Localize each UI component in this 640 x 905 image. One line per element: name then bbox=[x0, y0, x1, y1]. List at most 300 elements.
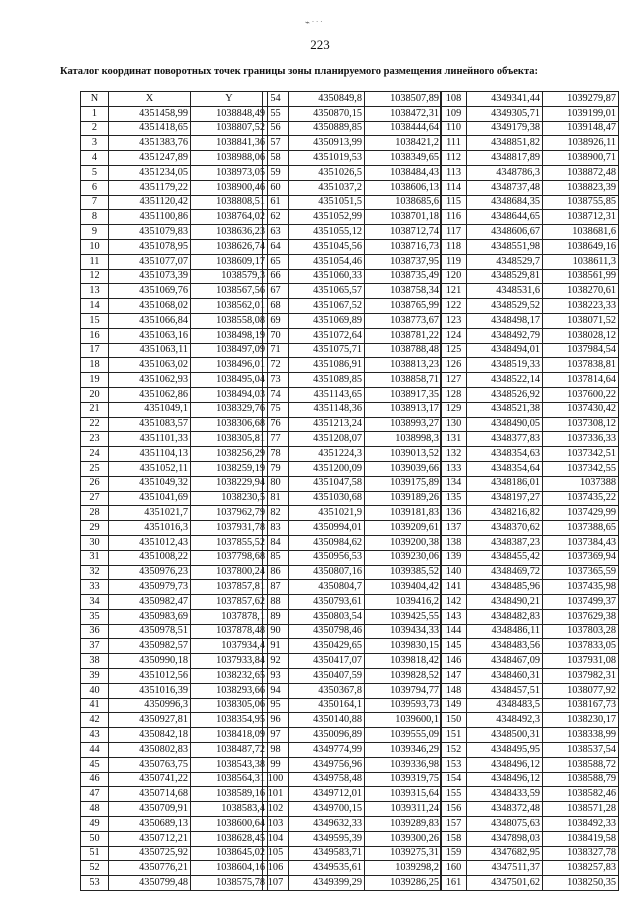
column-header-y: Y bbox=[191, 92, 268, 107]
cell-x: 4351019,53 bbox=[289, 151, 365, 166]
cell-y: 1037931,78 bbox=[191, 521, 268, 536]
cell-y: 1038305,81 bbox=[191, 432, 268, 447]
cell-x: 4348492,79 bbox=[467, 328, 543, 343]
cell-n: 136 bbox=[441, 506, 467, 521]
cell-x: 4351049,1 bbox=[109, 402, 191, 417]
cell-x: 4351062,86 bbox=[109, 387, 191, 402]
table-row bbox=[81, 491, 268, 506]
cell-n: 109 bbox=[441, 106, 467, 121]
cell-x: 4351069,89 bbox=[289, 313, 365, 328]
cell-n: 44 bbox=[81, 743, 109, 758]
cell-x: 4350956,53 bbox=[289, 550, 365, 565]
cell-y: 1038306,68 bbox=[191, 417, 268, 432]
cell-x: 4351060,33 bbox=[289, 269, 365, 284]
cell-n: 148 bbox=[441, 683, 467, 698]
cell-n: 102 bbox=[263, 802, 289, 817]
cell-n: 135 bbox=[441, 491, 467, 506]
cell-y: 1039286,25 bbox=[365, 876, 442, 891]
cell-x: 4349179,38 bbox=[467, 121, 543, 136]
table-row bbox=[263, 402, 442, 417]
cell-n: 65 bbox=[263, 254, 289, 269]
table-row bbox=[441, 269, 619, 284]
table-row bbox=[263, 550, 442, 565]
table-row bbox=[81, 284, 268, 299]
cell-y: 1038507,89 bbox=[365, 92, 442, 107]
cell-y: 1039416,2 bbox=[365, 595, 442, 610]
cell-x: 4351062,93 bbox=[109, 373, 191, 388]
cell-x: 4348387,23 bbox=[467, 535, 543, 550]
cell-x: 4351054,46 bbox=[289, 254, 365, 269]
cell-x: 4348433,59 bbox=[467, 787, 543, 802]
cell-y: 1038167,73 bbox=[543, 698, 619, 713]
table-row bbox=[441, 772, 619, 787]
cell-x: 4350164,1 bbox=[289, 698, 365, 713]
cell-x: 4351213,24 bbox=[289, 417, 365, 432]
cell-y: 1037388 bbox=[543, 476, 619, 491]
cell-n: 28 bbox=[81, 506, 109, 521]
cell-n: 55 bbox=[263, 106, 289, 121]
cell-n: 29 bbox=[81, 521, 109, 536]
table-row bbox=[441, 313, 619, 328]
table-row bbox=[441, 373, 619, 388]
cell-n: 49 bbox=[81, 817, 109, 832]
cell-n: 9 bbox=[81, 225, 109, 240]
cell-x: 4348531,6 bbox=[467, 284, 543, 299]
cell-n: 31 bbox=[81, 550, 109, 565]
cell-n: 85 bbox=[263, 550, 289, 565]
cell-y: 1038487,72 bbox=[191, 743, 268, 758]
cell-y: 1039013,52 bbox=[365, 447, 442, 462]
cell-n: 19 bbox=[81, 373, 109, 388]
cell-x: 4348377,83 bbox=[467, 432, 543, 447]
table-row bbox=[441, 743, 619, 758]
cell-n: 137 bbox=[441, 521, 467, 536]
cell-n: 73 bbox=[263, 373, 289, 388]
cell-y: 1038232,65 bbox=[191, 669, 268, 684]
cell-y: 1038558,08 bbox=[191, 313, 268, 328]
cell-y: 1038973,05 bbox=[191, 165, 268, 180]
cell-y: 1038256,29 bbox=[191, 447, 268, 462]
cell-x: 4350990,18 bbox=[109, 654, 191, 669]
cell-x: 4351104,13 bbox=[109, 447, 191, 462]
table-row bbox=[441, 639, 619, 654]
cell-x: 4351075,71 bbox=[289, 343, 365, 358]
cell-n: 107 bbox=[263, 876, 289, 891]
table-row bbox=[81, 447, 268, 462]
cell-x: 4348606,67 bbox=[467, 225, 543, 240]
table-row bbox=[263, 106, 442, 121]
cell-n: 26 bbox=[81, 476, 109, 491]
cell-y: 1038327,78 bbox=[543, 846, 619, 861]
cell-y: 1038588,72 bbox=[543, 757, 619, 772]
cell-y: 1039315,64 bbox=[365, 787, 442, 802]
cell-x: 4351418,65 bbox=[109, 121, 191, 136]
cell-x: 4349595,39 bbox=[289, 831, 365, 846]
cell-x: 4351047,58 bbox=[289, 476, 365, 491]
table-row bbox=[441, 284, 619, 299]
cell-x: 4350712,21 bbox=[109, 831, 191, 846]
table-row bbox=[441, 387, 619, 402]
table-row bbox=[263, 595, 442, 610]
table-row bbox=[81, 299, 268, 314]
table-row bbox=[263, 151, 442, 166]
cell-x: 4351078,95 bbox=[109, 239, 191, 254]
table-row bbox=[81, 328, 268, 343]
cell-n: 60 bbox=[263, 180, 289, 195]
table-row bbox=[263, 447, 442, 462]
cell-x: 4351052,11 bbox=[109, 461, 191, 476]
cell-n: 8 bbox=[81, 210, 109, 225]
cell-n: 43 bbox=[81, 728, 109, 743]
cell-y: 1038606,13 bbox=[365, 180, 442, 195]
cell-y: 1038561,99 bbox=[543, 269, 619, 284]
cell-x: 4347682,95 bbox=[467, 846, 543, 861]
cell-x: 4351030,68 bbox=[289, 491, 365, 506]
cell-x: 4347501,62 bbox=[467, 876, 543, 891]
cell-n: 104 bbox=[263, 831, 289, 846]
cell-y: 1039818,42 bbox=[365, 654, 442, 669]
cell-x: 4348644,65 bbox=[467, 210, 543, 225]
cell-y: 1037365,59 bbox=[543, 565, 619, 580]
cell-n: 129 bbox=[441, 402, 467, 417]
table-row bbox=[441, 151, 619, 166]
cell-n: 113 bbox=[441, 165, 467, 180]
cell-x: 4351224,3 bbox=[289, 447, 365, 462]
cell-x: 4350709,91 bbox=[109, 802, 191, 817]
table-row bbox=[81, 343, 268, 358]
cell-n: 27 bbox=[81, 491, 109, 506]
cell-y: 1038813,23 bbox=[365, 358, 442, 373]
cell-x: 4350889,85 bbox=[289, 121, 365, 136]
cell-x: 4351063,11 bbox=[109, 343, 191, 358]
cell-y: 1038418,09 bbox=[191, 728, 268, 743]
cell-y: 1037388,65 bbox=[543, 521, 619, 536]
table-row bbox=[441, 92, 619, 107]
cell-n: 147 bbox=[441, 669, 467, 684]
cell-n: 24 bbox=[81, 447, 109, 462]
cell-x: 4351049,32 bbox=[109, 476, 191, 491]
cell-x: 4348197,27 bbox=[467, 491, 543, 506]
cell-x: 4350689,13 bbox=[109, 817, 191, 832]
cell-n: 124 bbox=[441, 328, 467, 343]
table-row bbox=[263, 299, 442, 314]
cell-x: 4351016,39 bbox=[109, 683, 191, 698]
cell-y: 1038589,16 bbox=[191, 787, 268, 802]
cell-n: 84 bbox=[263, 535, 289, 550]
table-row bbox=[81, 387, 268, 402]
table-row bbox=[263, 713, 442, 728]
cell-x: 4351052,99 bbox=[289, 210, 365, 225]
cell-y: 1037499,37 bbox=[543, 595, 619, 610]
cell-y: 1039148,47 bbox=[543, 121, 619, 136]
cell-x: 4349712,01 bbox=[289, 787, 365, 802]
table-row bbox=[263, 373, 442, 388]
cell-y: 1039593,73 bbox=[365, 698, 442, 713]
table-row bbox=[81, 313, 268, 328]
cell-x: 4350979,73 bbox=[109, 580, 191, 595]
table-row bbox=[441, 343, 619, 358]
cell-x: 4348737,48 bbox=[467, 180, 543, 195]
table-row bbox=[263, 639, 442, 654]
cell-y: 1037982,31 bbox=[543, 669, 619, 684]
cell-n: 111 bbox=[441, 136, 467, 151]
cell-x: 4350842,18 bbox=[109, 728, 191, 743]
table-row bbox=[81, 225, 268, 240]
cell-y: 1038917,35 bbox=[365, 387, 442, 402]
cell-n: 75 bbox=[263, 402, 289, 417]
cell-y: 1038444,64 bbox=[365, 121, 442, 136]
cell-x: 4351069,76 bbox=[109, 284, 191, 299]
cell-n: 66 bbox=[263, 269, 289, 284]
cell-n: 157 bbox=[441, 817, 467, 832]
cell-x: 4350793,61 bbox=[289, 595, 365, 610]
cell-x: 4351055,12 bbox=[289, 225, 365, 240]
cell-n: 86 bbox=[263, 565, 289, 580]
cell-n: 161 bbox=[441, 876, 467, 891]
table-row bbox=[81, 121, 268, 136]
cell-y: 1037962,79 bbox=[191, 506, 268, 521]
cell-n: 123 bbox=[441, 313, 467, 328]
cell-y: 1039289,83 bbox=[365, 817, 442, 832]
table-row bbox=[441, 861, 619, 876]
cell-n: 4 bbox=[81, 151, 109, 166]
cell-y: 1038562,01 bbox=[191, 299, 268, 314]
table-row bbox=[81, 165, 268, 180]
cell-y: 1039181,83 bbox=[365, 506, 442, 521]
cell-n: 95 bbox=[263, 698, 289, 713]
cell-n: 140 bbox=[441, 565, 467, 580]
table-row bbox=[263, 654, 442, 669]
cell-y: 1038600,64 bbox=[191, 817, 268, 832]
cell-y: 1039319,75 bbox=[365, 772, 442, 787]
cell-n: 100 bbox=[263, 772, 289, 787]
cell-x: 4348186,01 bbox=[467, 476, 543, 491]
cell-x: 4348521,38 bbox=[467, 402, 543, 417]
table-row bbox=[441, 521, 619, 536]
cell-y: 1039830,15 bbox=[365, 639, 442, 654]
cell-n: 14 bbox=[81, 299, 109, 314]
cell-x: 4349399,29 bbox=[289, 876, 365, 891]
cell-y: 1037984,54 bbox=[543, 343, 619, 358]
table-row bbox=[441, 136, 619, 151]
cell-x: 4349305,71 bbox=[467, 106, 543, 121]
table-row bbox=[81, 609, 268, 624]
cell-n: 81 bbox=[263, 491, 289, 506]
table-row bbox=[81, 846, 268, 861]
cell-y: 1038421,2 bbox=[365, 136, 442, 151]
cell-n: 1 bbox=[81, 106, 109, 121]
cell-x: 4350802,83 bbox=[109, 743, 191, 758]
table-row bbox=[441, 165, 619, 180]
cell-n: 138 bbox=[441, 535, 467, 550]
cell-x: 4351063,02 bbox=[109, 358, 191, 373]
table-row bbox=[81, 506, 268, 521]
cell-n: 21 bbox=[81, 402, 109, 417]
cell-n: 17 bbox=[81, 343, 109, 358]
table-row bbox=[263, 121, 442, 136]
table-row bbox=[441, 550, 619, 565]
table-row bbox=[441, 728, 619, 743]
cell-x: 4349535,61 bbox=[289, 861, 365, 876]
table-row bbox=[441, 595, 619, 610]
table-row bbox=[81, 180, 268, 195]
cell-n: 122 bbox=[441, 299, 467, 314]
cell-y: 1038712,74 bbox=[365, 225, 442, 240]
cell-x: 4351067,52 bbox=[289, 299, 365, 314]
cell-x: 4350807,16 bbox=[289, 565, 365, 580]
cell-x: 4348370,62 bbox=[467, 521, 543, 536]
cell-x: 4351383,76 bbox=[109, 136, 191, 151]
cell-n: 42 bbox=[81, 713, 109, 728]
cell-n: 3 bbox=[81, 136, 109, 151]
cell-x: 4351100,86 bbox=[109, 210, 191, 225]
cell-n: 6 bbox=[81, 180, 109, 195]
cell-x: 4351072,64 bbox=[289, 328, 365, 343]
table-row bbox=[81, 654, 268, 669]
cell-n: 103 bbox=[263, 817, 289, 832]
cell-n: 126 bbox=[441, 358, 467, 373]
cell-n: 48 bbox=[81, 802, 109, 817]
cell-n: 101 bbox=[263, 787, 289, 802]
scan-artifact: ⌁ ˑ ˑ ˑ bbox=[305, 18, 323, 27]
cell-x: 4348522,14 bbox=[467, 373, 543, 388]
table-row bbox=[441, 328, 619, 343]
table-row bbox=[81, 402, 268, 417]
cell-x: 4351066,84 bbox=[109, 313, 191, 328]
table-row bbox=[441, 609, 619, 624]
cell-x: 4351041,69 bbox=[109, 491, 191, 506]
cell-x: 4348075,63 bbox=[467, 817, 543, 832]
cell-y: 1037857,62 bbox=[191, 595, 268, 610]
table-row bbox=[81, 713, 268, 728]
cell-y: 1038781,22 bbox=[365, 328, 442, 343]
cell-x: 4351120,42 bbox=[109, 195, 191, 210]
table-header-row bbox=[81, 92, 268, 107]
cell-x: 4349341,44 bbox=[467, 92, 543, 107]
cell-n: 149 bbox=[441, 698, 467, 713]
cell-n: 18 bbox=[81, 358, 109, 373]
table-row bbox=[441, 402, 619, 417]
cell-n: 159 bbox=[441, 846, 467, 861]
cell-n: 72 bbox=[263, 358, 289, 373]
table-row bbox=[81, 831, 268, 846]
cell-x: 4348684,35 bbox=[467, 195, 543, 210]
cell-n: 70 bbox=[263, 328, 289, 343]
table-row bbox=[263, 225, 442, 240]
cell-y: 1037878,1 bbox=[191, 609, 268, 624]
table-row bbox=[81, 728, 268, 743]
table-row bbox=[263, 491, 442, 506]
cell-n: 146 bbox=[441, 654, 467, 669]
cell-n: 151 bbox=[441, 728, 467, 743]
table-row bbox=[263, 284, 442, 299]
cell-y: 1038354,95 bbox=[191, 713, 268, 728]
cell-y: 1039600,1 bbox=[365, 713, 442, 728]
cell-x: 4348490,21 bbox=[467, 595, 543, 610]
cell-x: 4351143,65 bbox=[289, 387, 365, 402]
table-row bbox=[441, 461, 619, 476]
cell-x: 4351073,39 bbox=[109, 269, 191, 284]
cell-x: 4350140,88 bbox=[289, 713, 365, 728]
cell-x: 4351051,5 bbox=[289, 195, 365, 210]
table-row bbox=[441, 417, 619, 432]
cell-y: 1038626,74 bbox=[191, 239, 268, 254]
table-row bbox=[263, 506, 442, 521]
cell-y: 1039346,29 bbox=[365, 743, 442, 758]
cell-x: 4351045,56 bbox=[289, 239, 365, 254]
cell-n: 155 bbox=[441, 787, 467, 802]
cell-y: 1038270,61 bbox=[543, 284, 619, 299]
cell-y: 1039404,42 bbox=[365, 580, 442, 595]
cell-n: 76 bbox=[263, 417, 289, 432]
table-row bbox=[441, 239, 619, 254]
table-row bbox=[81, 476, 268, 491]
cell-y: 1037833,05 bbox=[543, 639, 619, 654]
cell-y: 1038349,65 bbox=[365, 151, 442, 166]
table-row bbox=[81, 239, 268, 254]
table-row bbox=[81, 254, 268, 269]
cell-x: 4348786,3 bbox=[467, 165, 543, 180]
cell-x: 4348457,51 bbox=[467, 683, 543, 698]
cell-n: 7 bbox=[81, 195, 109, 210]
table-row bbox=[81, 358, 268, 373]
document-title: Каталог координат поворотных точек границы зоны планируемого размещения линейного объекта: bbox=[60, 66, 538, 77]
cell-y: 1038257,83 bbox=[543, 861, 619, 876]
cell-x: 4351247,89 bbox=[109, 151, 191, 166]
cell-y: 1037931,08 bbox=[543, 654, 619, 669]
cell-y: 1038645,02 bbox=[191, 846, 268, 861]
cell-n: 51 bbox=[81, 846, 109, 861]
cell-x: 4350407,59 bbox=[289, 669, 365, 684]
table-row bbox=[263, 136, 442, 151]
cell-y: 1039279,87 bbox=[543, 92, 619, 107]
cell-x: 4348529,52 bbox=[467, 299, 543, 314]
cell-x: 4351008,22 bbox=[109, 550, 191, 565]
table-row bbox=[441, 802, 619, 817]
cell-x: 4350714,68 bbox=[109, 787, 191, 802]
cell-y: 1038579,3 bbox=[191, 269, 268, 284]
cell-y: 1038583,4 bbox=[191, 802, 268, 817]
table-row bbox=[81, 535, 268, 550]
cell-y: 1038329,76 bbox=[191, 402, 268, 417]
cell-y: 1039300,26 bbox=[365, 831, 442, 846]
cell-y: 1039039,66 bbox=[365, 461, 442, 476]
cell-n: 37 bbox=[81, 639, 109, 654]
cell-x: 4350982,47 bbox=[109, 595, 191, 610]
table-row bbox=[263, 817, 442, 832]
cell-n: 105 bbox=[263, 846, 289, 861]
cell-x: 4351079,83 bbox=[109, 225, 191, 240]
cell-x: 4351068,02 bbox=[109, 299, 191, 314]
cell-y: 1038807,52 bbox=[191, 121, 268, 136]
cell-x: 4351063,16 bbox=[109, 328, 191, 343]
coordinates-table-1 bbox=[80, 91, 268, 891]
cell-n: 150 bbox=[441, 713, 467, 728]
cell-n: 13 bbox=[81, 284, 109, 299]
cell-n: 92 bbox=[263, 654, 289, 669]
cell-y: 1037384,43 bbox=[543, 535, 619, 550]
cell-y: 1037857,81 bbox=[191, 580, 268, 595]
cell-x: 4348494,01 bbox=[467, 343, 543, 358]
cell-y: 1038604,16 bbox=[191, 861, 268, 876]
cell-x: 4351148,36 bbox=[289, 402, 365, 417]
table-row bbox=[81, 195, 268, 210]
cell-x: 4350096,89 bbox=[289, 728, 365, 743]
cell-n: 40 bbox=[81, 683, 109, 698]
cell-y: 1038628,45 bbox=[191, 831, 268, 846]
cell-n: 47 bbox=[81, 787, 109, 802]
cell-y: 1038609,17 bbox=[191, 254, 268, 269]
